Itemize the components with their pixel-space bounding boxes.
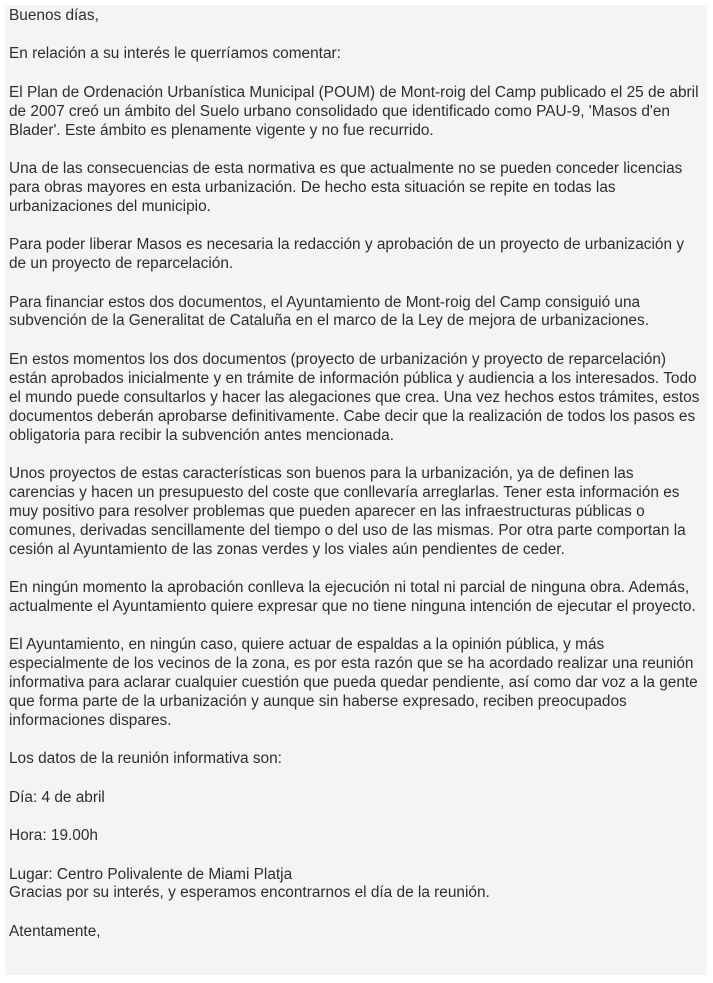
letter-body [5,5,707,975]
paragraph-meeting-purpose: El Ayuntamiento, en ningún caso, quiere actuar de espaldas a la opinión pública, y más especialmente de los vecinos de la zona, es por esta razón que se ha acordado realizar una reunión informativa para aclarar cualquier cuestión que pueda quedar pendiente, así como dar voz a la gente que forma parte de la urbanización y aunque sin haberse expresado, reciben preocupados informaciones dispares. [9,636,698,729]
closing: Atentamente, [9,922,101,940]
paragraph-poum: El Plan de Ordenación Urbanística Municipal (POUM) de Mont-roig del Camp publicado el 25 de abril de 2007 creó un ámbito del Suelo urbano consolidado que identificado como PAU-9, 'Masos d'en Blader'. Este ámbito es plenamente vigente y no fue recurrido. [9,83,699,139]
meeting-intro: Los datos de la reunión informativa son: [9,750,282,768]
meeting-day: Día: 4 de abril [9,788,105,806]
paragraph-financing: Para financiar estos dos documentos, el Ayuntamiento de Mont-roig del Camp consiguió una subvención de la Generalitat de Cataluña en el marco de la Ley de mejora de urbanizaciones. [9,293,649,330]
paragraph-no-works: En ningún momento la aprobación conlleva la ejecución ni total ni parcial de ninguna obra. Además, actualmente el Ayuntamiento quiere expresar que no tiene ninguna intención de ejecutar el proyecto. [9,578,696,615]
paragraph-consequences: Una de las consecuencias de esta normativa es que actualmente no se pueden conceder licencias para obras mayores en esta urbanización. De hecho esta situación se repite en todas las urbanizaciones del municipio. [9,160,683,215]
paragraph-status: En estos momentos los dos documentos (proyecto de urbanización y proyecto de reparcelación) están aprobados inicialmente y en trámite de información pública y audiencia a los interesados. Todo el mundo puede consultarlos y hacer las alegaciones que crea. Una vez hechos estos trámites, estos documentos deberán aprobarse definitivamente. Cabe decir que la realización de todos los pasos es obligatoria para recibir la subvención antes mencionada. [9,350,700,444]
paragraph-liberation: Para poder liberar Masos es necesaria la redacción y aprobación de un proyecto de urbanización y de un proyecto de reparcelación. [9,236,685,273]
paragraph-intro: En relación a su interés le querríamos comentar: [9,45,341,63]
meeting-time: Hora: 19.00h [9,827,98,845]
meeting-place: Lugar: Centro Polivalente de Miami Platja [9,865,293,883]
greeting: Buenos días, [9,7,99,24]
thanks-line: Gracias por su interés, y esperamos encontrarnos el día de la reunión. [9,884,490,902]
paragraph-benefits: Unos proyectos de estas características son buenos para la urbanización, ya de definen las carencias y hacen un presupuesto del coste que conllevaría arreglarlas. Tener esta información es muy positivo para resolver problemas que pueden aparecer en las infraestructuras públicas o comunes, derivadas sencillamente del tiempo o del uso de las mismas. Por otra parte comportan la cesión al Ayuntamiento de las zonas verdes y los viales aún pendientes de ceder. [9,464,686,558]
